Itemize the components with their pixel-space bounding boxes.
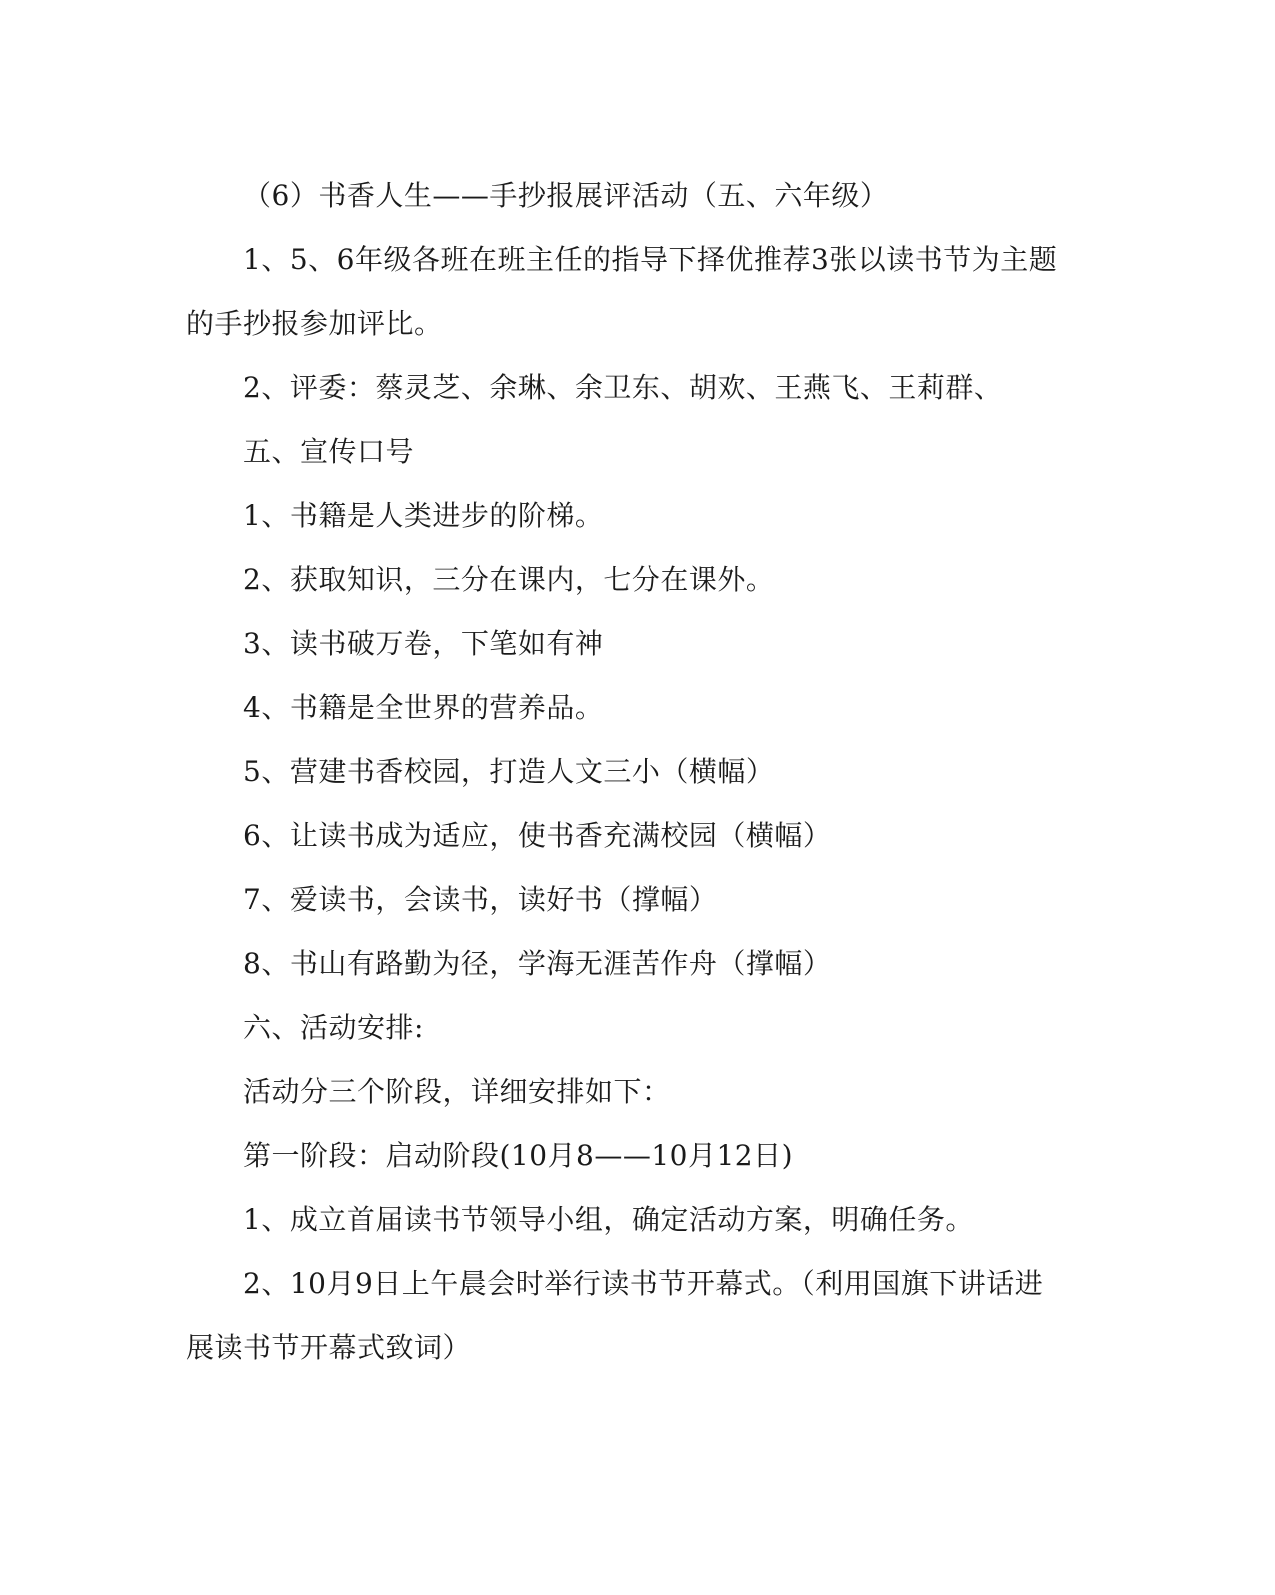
paragraph-activity-6: （6）书香人生——手抄报展评活动（五、六年级） <box>243 179 889 212</box>
slogan-4: 4、书籍是全世界的营养品。 <box>243 691 604 724</box>
phase-one-item-2: 2、10月9日上午晨会时举行读书节开幕式。（利用国旗下讲话进展读书节开幕式致词） <box>186 1267 1044 1364</box>
phase-one-item-1: 1、成立首届读书节领导小组，确定活动方案，明确任务。 <box>243 1203 974 1236</box>
slogan-2: 2、获取知识，三分在课内，七分在课外。 <box>243 563 775 596</box>
schedule-intro: 活动分三个阶段，详细安排如下： <box>243 1075 671 1108</box>
slogan-5: 5、营建书香校园，打造人文三小（横幅） <box>243 755 775 788</box>
paragraph-item-1: 1、5、6年级各班在班主任的指导下择优推荐3张以读书节为主题的手抄报参加评比。 <box>186 243 1058 340</box>
slogan-7: 7、爱读书，会读书，读好书（撑幅） <box>243 883 718 916</box>
section-heading-schedule: 六、活动安排: <box>243 1011 424 1044</box>
document-body <box>186 164 1066 1380</box>
slogan-6: 6、让读书成为适应，使书香充满校园（横幅） <box>243 819 832 852</box>
slogan-8: 8、书山有路勤为径，学海无涯苦作舟（撑幅） <box>243 947 832 980</box>
slogan-3: 3、读书破万卷，下笔如有神 <box>243 627 604 660</box>
phase-one-heading: 第一阶段：启动阶段(10月8——10月12日) <box>243 1139 794 1172</box>
paragraph-judges: 2、评委：蔡灵芝、余琳、余卫东、胡欢、王燕飞、王莉群、 <box>243 371 1003 404</box>
slogan-1: 1、书籍是人类进步的阶梯。 <box>243 499 604 532</box>
section-heading-slogans: 五、宣传口号 <box>243 435 415 468</box>
